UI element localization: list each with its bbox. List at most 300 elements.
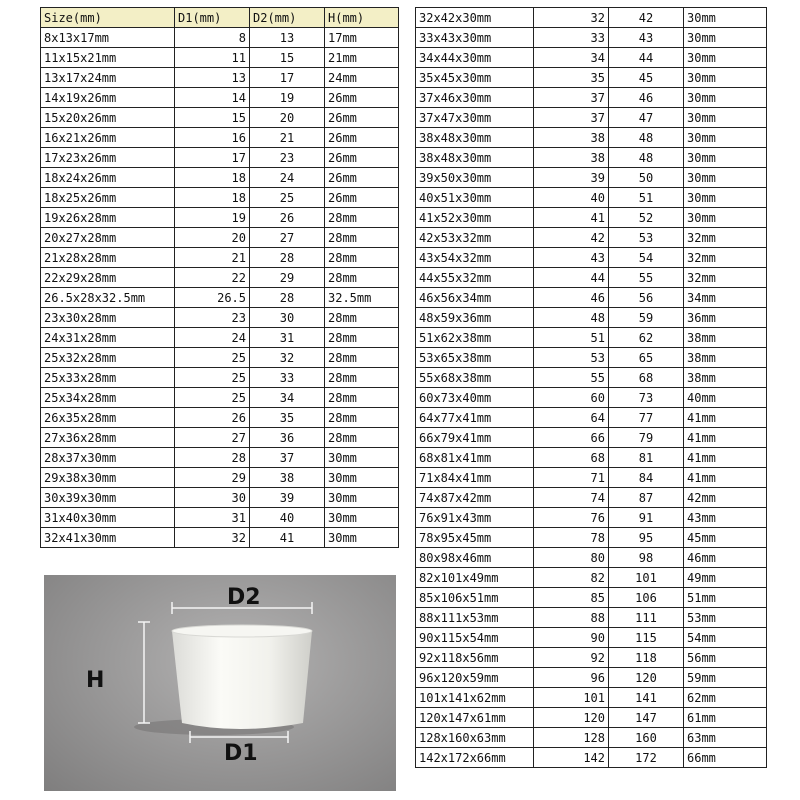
table-row — [416, 648, 767, 668]
table-row — [416, 368, 767, 388]
cell-h: 26mm — [325, 168, 399, 188]
header-d1: D1(mm) — [175, 8, 250, 28]
cell-h: 40mm — [684, 388, 767, 408]
cell-d1: 19 — [175, 208, 250, 228]
table-row — [416, 168, 767, 188]
cell-d2: 13 — [250, 28, 325, 48]
cell-size: 66x79x41mm — [416, 428, 534, 448]
cell-d1: 78 — [534, 528, 609, 548]
d2-label: D2 — [227, 585, 261, 610]
cell-h: 54mm — [684, 628, 767, 648]
cell-size: 40x51x30mm — [416, 188, 534, 208]
cell-h: 32mm — [684, 248, 767, 268]
cell-size: 76x91x43mm — [416, 508, 534, 528]
cell-size: 32x42x30mm — [416, 8, 534, 28]
cell-size: 88x111x53mm — [416, 608, 534, 628]
cell-h: 30mm — [684, 128, 767, 148]
cell-size: 26x35x28mm — [41, 408, 175, 428]
cell-size: 39x50x30mm — [416, 168, 534, 188]
cell-d1: 40 — [534, 188, 609, 208]
table-row — [41, 408, 399, 428]
cell-h: 30mm — [684, 168, 767, 188]
cell-d1: 44 — [534, 268, 609, 288]
cell-d2: 46 — [609, 88, 684, 108]
cell-h: 53mm — [684, 608, 767, 628]
cell-h: 36mm — [684, 308, 767, 328]
cell-d1: 28 — [175, 448, 250, 468]
cell-d2: 28 — [250, 248, 325, 268]
cell-h: 41mm — [684, 448, 767, 468]
table-row — [416, 528, 767, 548]
table-row — [416, 568, 767, 588]
cell-h: 41mm — [684, 428, 767, 448]
cell-h: 30mm — [325, 488, 399, 508]
cell-d2: 172 — [609, 748, 684, 768]
cell-d2: 31 — [250, 328, 325, 348]
cell-d1: 60 — [534, 388, 609, 408]
table-row — [41, 328, 399, 348]
cell-d2: 35 — [250, 408, 325, 428]
cell-d2: 42 — [609, 8, 684, 28]
cell-d2: 43 — [609, 28, 684, 48]
cell-size: 28x37x30mm — [41, 448, 175, 468]
cell-h: 26mm — [325, 128, 399, 148]
cell-size: 42x53x32mm — [416, 228, 534, 248]
cell-size: 85x106x51mm — [416, 588, 534, 608]
cell-d2: 38 — [250, 468, 325, 488]
cell-h: 43mm — [684, 508, 767, 528]
stopper-top — [172, 625, 312, 637]
cell-size: 46x56x34mm — [416, 288, 534, 308]
cell-h: 49mm — [684, 568, 767, 588]
cell-d2: 52 — [609, 208, 684, 228]
table-row — [41, 48, 399, 68]
table-row — [41, 188, 399, 208]
table-row — [416, 128, 767, 148]
cell-d2: 37 — [250, 448, 325, 468]
cell-d1: 80 — [534, 548, 609, 568]
cell-d1: 25 — [175, 348, 250, 368]
cell-size: 60x73x40mm — [416, 388, 534, 408]
cell-d1: 17 — [175, 148, 250, 168]
cell-h: 30mm — [684, 48, 767, 68]
cell-h: 28mm — [325, 408, 399, 428]
table-row — [41, 488, 399, 508]
stopper-dimension-photo — [44, 575, 396, 791]
table-row — [41, 288, 399, 308]
cell-h: 30mm — [684, 28, 767, 48]
cell-d2: 21 — [250, 128, 325, 148]
cell-d1: 25 — [175, 388, 250, 408]
cell-h: 34mm — [684, 288, 767, 308]
cell-h: 28mm — [325, 348, 399, 368]
cell-h: 42mm — [684, 488, 767, 508]
cell-size: 30x39x30mm — [41, 488, 175, 508]
cell-size: 17x23x26mm — [41, 148, 175, 168]
cell-d1: 23 — [175, 308, 250, 328]
cell-d2: 29 — [250, 268, 325, 288]
cell-h: 30mm — [684, 108, 767, 128]
cell-d2: 84 — [609, 468, 684, 488]
table-row — [41, 348, 399, 368]
cell-d2: 41 — [250, 528, 325, 548]
cell-h: 30mm — [325, 468, 399, 488]
cell-size: 18x25x26mm — [41, 188, 175, 208]
cell-h: 38mm — [684, 368, 767, 388]
cell-size: 19x26x28mm — [41, 208, 175, 228]
cell-d2: 45 — [609, 68, 684, 88]
table-row — [41, 88, 399, 108]
table-row — [416, 508, 767, 528]
cell-d2: 115 — [609, 628, 684, 648]
table-row — [416, 428, 767, 448]
table-row — [41, 448, 399, 468]
cell-size: 20x27x28mm — [41, 228, 175, 248]
cell-d1: 42 — [534, 228, 609, 248]
table-row — [41, 28, 399, 48]
table-row — [41, 168, 399, 188]
cell-d2: 160 — [609, 728, 684, 748]
cell-d2: 68 — [609, 368, 684, 388]
cell-size: 41x52x30mm — [416, 208, 534, 228]
table-row — [416, 208, 767, 228]
table-row — [416, 708, 767, 728]
table-row — [416, 628, 767, 648]
table-row — [416, 228, 767, 248]
cell-size: 37x47x30mm — [416, 108, 534, 128]
cell-size: 25x32x28mm — [41, 348, 175, 368]
cell-d2: 62 — [609, 328, 684, 348]
cell-h: 30mm — [325, 508, 399, 528]
cell-d2: 101 — [609, 568, 684, 588]
cell-d1: 38 — [534, 128, 609, 148]
cell-h: 28mm — [325, 268, 399, 288]
table-row — [41, 228, 399, 248]
cell-d2: 26 — [250, 208, 325, 228]
cell-size: 37x46x30mm — [416, 88, 534, 108]
cell-d1: 120 — [534, 708, 609, 728]
cell-h: 30mm — [684, 208, 767, 228]
cell-size: 15x20x26mm — [41, 108, 175, 128]
cell-d2: 120 — [609, 668, 684, 688]
cell-d2: 33 — [250, 368, 325, 388]
cell-h: 38mm — [684, 328, 767, 348]
cell-d2: 34 — [250, 388, 325, 408]
cell-d2: 50 — [609, 168, 684, 188]
table-row — [41, 268, 399, 288]
cell-size: 96x120x59mm — [416, 668, 534, 688]
cell-d2: 111 — [609, 608, 684, 628]
cell-d2: 55 — [609, 268, 684, 288]
cell-d1: 26.5 — [175, 288, 250, 308]
cell-d2: 25 — [250, 188, 325, 208]
cell-d1: 101 — [534, 688, 609, 708]
cell-d1: 43 — [534, 248, 609, 268]
cell-size: 25x33x28mm — [41, 368, 175, 388]
cell-h: 30mm — [325, 528, 399, 548]
cell-d1: 92 — [534, 648, 609, 668]
cell-size: 68x81x41mm — [416, 448, 534, 468]
cell-d1: 11 — [175, 48, 250, 68]
cell-d1: 53 — [534, 348, 609, 368]
cell-h: 30mm — [684, 68, 767, 88]
cell-d1: 38 — [534, 148, 609, 168]
cell-h: 38mm — [684, 348, 767, 368]
cell-d2: 27 — [250, 228, 325, 248]
table-row — [416, 148, 767, 168]
cell-size: 35x45x30mm — [416, 68, 534, 88]
cell-d2: 40 — [250, 508, 325, 528]
table-row — [416, 8, 767, 28]
table-row — [41, 128, 399, 148]
cell-d2: 15 — [250, 48, 325, 68]
cell-h: 41mm — [684, 468, 767, 488]
cell-h: 41mm — [684, 408, 767, 428]
table-row — [416, 48, 767, 68]
cell-d1: 8 — [175, 28, 250, 48]
table-row — [416, 588, 767, 608]
size-table-right — [415, 7, 767, 768]
cell-d2: 106 — [609, 588, 684, 608]
cell-d1: 21 — [175, 248, 250, 268]
cell-size: 101x141x62mm — [416, 688, 534, 708]
cell-d2: 87 — [609, 488, 684, 508]
table-row — [416, 608, 767, 628]
cell-size: 53x65x38mm — [416, 348, 534, 368]
cell-d2: 48 — [609, 148, 684, 168]
cell-size: 120x147x61mm — [416, 708, 534, 728]
header-d2: D2(mm) — [250, 8, 325, 28]
cell-d1: 13 — [175, 68, 250, 88]
cell-h: 24mm — [325, 68, 399, 88]
cell-d2: 65 — [609, 348, 684, 368]
cell-d2: 36 — [250, 428, 325, 448]
cell-size: 16x21x26mm — [41, 128, 175, 148]
table-row — [41, 468, 399, 488]
cell-size: 25x34x28mm — [41, 388, 175, 408]
cell-h: 28mm — [325, 208, 399, 228]
cell-d1: 16 — [175, 128, 250, 148]
cell-d1: 27 — [175, 428, 250, 448]
table-row — [41, 248, 399, 268]
cell-size: 38x48x30mm — [416, 148, 534, 168]
table-header-row — [41, 8, 399, 28]
cell-d1: 48 — [534, 308, 609, 328]
cell-d2: 47 — [609, 108, 684, 128]
cell-size: 78x95x45mm — [416, 528, 534, 548]
table-row — [416, 188, 767, 208]
cell-d2: 39 — [250, 488, 325, 508]
cell-d2: 81 — [609, 448, 684, 468]
cell-d1: 51 — [534, 328, 609, 348]
cell-d2: 56 — [609, 288, 684, 308]
table-row — [416, 728, 767, 748]
cell-d1: 76 — [534, 508, 609, 528]
cell-d2: 19 — [250, 88, 325, 108]
cell-h: 26mm — [325, 88, 399, 108]
cell-size: 38x48x30mm — [416, 128, 534, 148]
cell-h: 32mm — [684, 228, 767, 248]
cell-d1: 31 — [175, 508, 250, 528]
cell-h: 32.5mm — [325, 288, 399, 308]
cell-d1: 24 — [175, 328, 250, 348]
table-row — [41, 368, 399, 388]
cell-h: 61mm — [684, 708, 767, 728]
cell-size: 14x19x26mm — [41, 88, 175, 108]
cell-d1: 29 — [175, 468, 250, 488]
cell-h: 30mm — [684, 188, 767, 208]
table-row — [41, 508, 399, 528]
cell-h: 26mm — [325, 148, 399, 168]
table-row — [416, 408, 767, 428]
cell-d2: 73 — [609, 388, 684, 408]
cell-d2: 30 — [250, 308, 325, 328]
table-row — [416, 328, 767, 348]
cell-h: 28mm — [325, 248, 399, 268]
cell-d2: 48 — [609, 128, 684, 148]
cell-size: 128x160x63mm — [416, 728, 534, 748]
cell-d1: 55 — [534, 368, 609, 388]
cell-d1: 88 — [534, 608, 609, 628]
h-label: H — [86, 668, 105, 693]
table-row — [416, 448, 767, 468]
cell-d2: 24 — [250, 168, 325, 188]
cell-h: 28mm — [325, 328, 399, 348]
cell-d1: 33 — [534, 28, 609, 48]
table-row — [41, 68, 399, 88]
table-row — [416, 348, 767, 368]
cell-d1: 32 — [175, 528, 250, 548]
cell-d1: 37 — [534, 108, 609, 128]
cell-h: 30mm — [684, 88, 767, 108]
cell-d1: 25 — [175, 368, 250, 388]
cell-d2: 17 — [250, 68, 325, 88]
table-row — [416, 248, 767, 268]
cell-h: 21mm — [325, 48, 399, 68]
cell-d2: 77 — [609, 408, 684, 428]
cell-size: 23x30x28mm — [41, 308, 175, 328]
cell-size: 82x101x49mm — [416, 568, 534, 588]
cell-d2: 20 — [250, 108, 325, 128]
cell-d1: 82 — [534, 568, 609, 588]
cell-size: 142x172x66mm — [416, 748, 534, 768]
table-row — [416, 748, 767, 768]
cell-d1: 22 — [175, 268, 250, 288]
cell-size: 32x41x30mm — [41, 528, 175, 548]
cell-h: 63mm — [684, 728, 767, 748]
table-row — [416, 468, 767, 488]
cell-d2: 44 — [609, 48, 684, 68]
cell-h: 30mm — [684, 8, 767, 28]
cell-d2: 59 — [609, 308, 684, 328]
cell-h: 26mm — [325, 108, 399, 128]
cell-size: 26.5x28x32.5mm — [41, 288, 175, 308]
cell-h: 30mm — [684, 148, 767, 168]
cell-h: 45mm — [684, 528, 767, 548]
cell-d2: 32 — [250, 348, 325, 368]
cell-d2: 98 — [609, 548, 684, 568]
cell-size: 29x38x30mm — [41, 468, 175, 488]
cell-d1: 18 — [175, 168, 250, 188]
cell-d2: 147 — [609, 708, 684, 728]
cell-h: 59mm — [684, 668, 767, 688]
cell-d1: 64 — [534, 408, 609, 428]
cell-d1: 85 — [534, 588, 609, 608]
cell-size: 13x17x24mm — [41, 68, 175, 88]
cell-size: 11x15x21mm — [41, 48, 175, 68]
cell-d1: 96 — [534, 668, 609, 688]
table-row — [416, 268, 767, 288]
cell-d1: 41 — [534, 208, 609, 228]
cell-d1: 68 — [534, 448, 609, 468]
cell-h: 28mm — [325, 228, 399, 248]
cell-size: 22x29x28mm — [41, 268, 175, 288]
cell-h: 56mm — [684, 648, 767, 668]
d1-label: D1 — [224, 741, 258, 766]
table-row — [416, 388, 767, 408]
table-row — [41, 428, 399, 448]
table-row — [416, 88, 767, 108]
cell-size: 64x77x41mm — [416, 408, 534, 428]
cell-d2: 53 — [609, 228, 684, 248]
cell-h: 51mm — [684, 588, 767, 608]
header-h: H(mm) — [325, 8, 399, 28]
cell-size: 92x118x56mm — [416, 648, 534, 668]
cell-size: 55x68x38mm — [416, 368, 534, 388]
cell-d1: 66 — [534, 428, 609, 448]
cell-d1: 32 — [534, 8, 609, 28]
cell-d1: 46 — [534, 288, 609, 308]
cell-size: 18x24x26mm — [41, 168, 175, 188]
cell-d1: 142 — [534, 748, 609, 768]
cell-h: 28mm — [325, 308, 399, 328]
cell-size: 21x28x28mm — [41, 248, 175, 268]
cell-h: 26mm — [325, 188, 399, 208]
cell-d2: 51 — [609, 188, 684, 208]
cell-h: 62mm — [684, 688, 767, 708]
cell-d2: 79 — [609, 428, 684, 448]
cell-d1: 39 — [534, 168, 609, 188]
cell-d2: 141 — [609, 688, 684, 708]
cell-d1: 90 — [534, 628, 609, 648]
cell-d2: 91 — [609, 508, 684, 528]
table-row — [41, 528, 399, 548]
cell-d2: 95 — [609, 528, 684, 548]
cell-size: 44x55x32mm — [416, 268, 534, 288]
table-row — [41, 148, 399, 168]
cell-size: 33x43x30mm — [416, 28, 534, 48]
cell-size: 43x54x32mm — [416, 248, 534, 268]
cell-d1: 34 — [534, 48, 609, 68]
table-row — [416, 688, 767, 708]
cell-h: 28mm — [325, 388, 399, 408]
table-row — [41, 388, 399, 408]
cell-d1: 20 — [175, 228, 250, 248]
cell-d1: 37 — [534, 88, 609, 108]
table-row — [416, 288, 767, 308]
cell-d1: 74 — [534, 488, 609, 508]
cell-d2: 28 — [250, 288, 325, 308]
cell-size: 90x115x54mm — [416, 628, 534, 648]
cell-h: 28mm — [325, 368, 399, 388]
cell-size: 71x84x41mm — [416, 468, 534, 488]
table-row — [416, 68, 767, 88]
cell-h: 30mm — [325, 448, 399, 468]
cell-size: 31x40x30mm — [41, 508, 175, 528]
cell-d1: 15 — [175, 108, 250, 128]
cell-size: 48x59x36mm — [416, 308, 534, 328]
cell-h: 66mm — [684, 748, 767, 768]
